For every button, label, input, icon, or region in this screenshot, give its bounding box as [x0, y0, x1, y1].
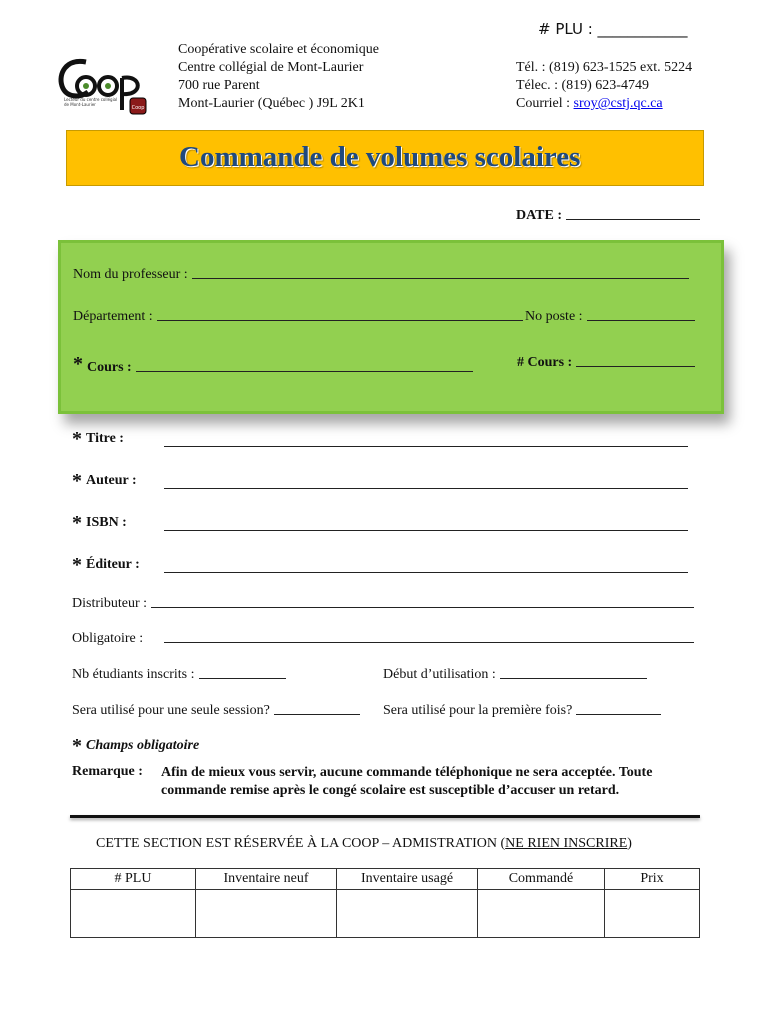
start-field[interactable]: [383, 667, 647, 683]
table-cell[interactable]: [478, 890, 605, 938]
first-time-label: Sera utilisé pour la première fois?: [383, 703, 573, 718]
mandatory-field[interactable]: [72, 631, 694, 647]
email-row: [516, 95, 692, 113]
email-link[interactable]: sroy@cstj.qc.ca: [573, 96, 663, 111]
col-price: Prix: [605, 869, 700, 890]
org-line: Coopérative scolaire et économique: [178, 42, 379, 57]
date-line[interactable]: [566, 219, 700, 220]
title-field[interactable]: [72, 428, 688, 451]
coop-table-header: [71, 869, 700, 890]
students-line[interactable]: [199, 678, 287, 679]
org-line: Centre collégial de Mont-Laurier: [178, 60, 364, 75]
course-number-field[interactable]: [517, 355, 695, 371]
title-banner: [66, 130, 704, 186]
page-title: Commande de volumes scolaires: [179, 141, 581, 173]
students-label: Nb étudiants inscrits :: [72, 667, 195, 682]
title-label-wrap: [72, 428, 160, 451]
author-label: Auteur :: [86, 473, 137, 488]
start-label: Début d’utilisation :: [383, 667, 496, 682]
publisher-field[interactable]: [72, 554, 688, 577]
required-mark: *: [72, 470, 82, 492]
coop-table: [70, 868, 700, 938]
date-field[interactable]: [516, 208, 700, 224]
distributor-label: Distributeur :: [72, 596, 148, 611]
teacher-info-box: [58, 240, 724, 414]
course-label: Cours :: [87, 360, 132, 375]
isbn-label-wrap: [72, 512, 160, 535]
first-time-line[interactable]: [576, 714, 661, 715]
col-used-inventory: Inventaire usagé: [337, 869, 478, 890]
publisher-line[interactable]: [164, 572, 688, 573]
remark-text: Afin de mieux vous servir, aucune commande téléphonique ne sera acceptée. Toute commande remise après le congé scolaire est susceptible d’accuser un retard.: [161, 765, 653, 798]
email-label: Courriel :: [516, 96, 574, 111]
contact-info: [516, 59, 692, 113]
table-cell[interactable]: [196, 890, 337, 938]
remark-label: Remarque :: [72, 764, 143, 779]
svg-text:Coop: Coop: [131, 105, 145, 111]
start-line[interactable]: [500, 678, 647, 679]
required-mark: *: [72, 735, 82, 757]
coop-logo-icon: [56, 52, 152, 124]
first-time-field[interactable]: [383, 703, 661, 719]
coop-logo: [56, 52, 152, 124]
org-line: 700 rue Parent: [178, 78, 260, 93]
phone: Tél. : (819) 623-1525 ext. 5224: [516, 60, 693, 75]
coop-heading-start: CETTE SECTION EST RÉSERVÉE À LA COOP – ADMISTRATION (: [96, 836, 506, 851]
fax: Télec. : (819) 623-4749: [516, 78, 649, 93]
date-label: DATE :: [516, 208, 563, 223]
author-line[interactable]: [164, 488, 688, 489]
table-row: [71, 890, 700, 938]
table-cell[interactable]: [71, 890, 196, 938]
logo-tagline: Lecteur du centre collégial de Mont-Laurier: [64, 97, 118, 107]
col-ordered: Commandé: [478, 869, 605, 890]
isbn-field[interactable]: [72, 512, 688, 535]
distributor-field[interactable]: [72, 596, 694, 612]
single-session-line[interactable]: [274, 714, 360, 715]
professor-field[interactable]: [73, 267, 689, 283]
isbn-label: ISBN :: [86, 515, 127, 530]
author-label-wrap: [72, 470, 160, 493]
section-divider: [70, 815, 700, 818]
mandatory-line[interactable]: [164, 642, 694, 643]
plu-field: # PLU : ____________: [538, 20, 688, 38]
title-line[interactable]: [164, 446, 688, 447]
post-field[interactable]: [525, 309, 695, 325]
table-cell[interactable]: [337, 890, 478, 938]
mandatory-label: Obligatoire :: [72, 631, 144, 646]
course-field[interactable]: [73, 353, 473, 376]
col-plu: # PLU: [71, 869, 196, 890]
org-line: Mont-Laurier (Québec ) J9L 2K1: [178, 96, 365, 111]
department-field[interactable]: [73, 309, 523, 325]
single-session-field[interactable]: [72, 703, 360, 719]
title-label: Titre :: [86, 431, 124, 446]
students-field[interactable]: [72, 667, 286, 683]
publisher-label-wrap: [72, 554, 160, 577]
col-new-inventory: Inventaire neuf: [196, 869, 337, 890]
required-mark: *: [73, 353, 83, 375]
department-label: Département :: [73, 309, 153, 324]
publisher-label: Éditeur :: [86, 557, 140, 572]
professor-label: Nom du professeur :: [73, 267, 188, 282]
coop-heading-end: ): [627, 836, 632, 851]
coop-heading-underlined: NE RIEN INSCRIRE: [505, 836, 628, 851]
post-label: No poste :: [525, 309, 583, 324]
professor-line[interactable]: [192, 278, 689, 279]
course-number-label: # Cours :: [517, 355, 573, 370]
isbn-line[interactable]: [164, 530, 688, 531]
table-cell[interactable]: [605, 890, 700, 938]
required-mark: *: [72, 428, 82, 450]
required-mark: *: [72, 554, 82, 576]
course-number-line[interactable]: [576, 366, 695, 367]
required-note-text: Champs obligatoire: [86, 738, 200, 753]
author-field[interactable]: [72, 470, 688, 493]
required-note: [72, 735, 199, 758]
course-line[interactable]: [136, 371, 473, 372]
department-line[interactable]: [157, 320, 523, 321]
single-session-label: Sera utilisé pour une seule session?: [72, 703, 270, 718]
required-mark: *: [72, 512, 82, 534]
distributor-line[interactable]: [151, 607, 694, 608]
coop-section-heading: [96, 836, 632, 852]
post-line[interactable]: [587, 320, 695, 321]
org-address: [178, 41, 379, 113]
